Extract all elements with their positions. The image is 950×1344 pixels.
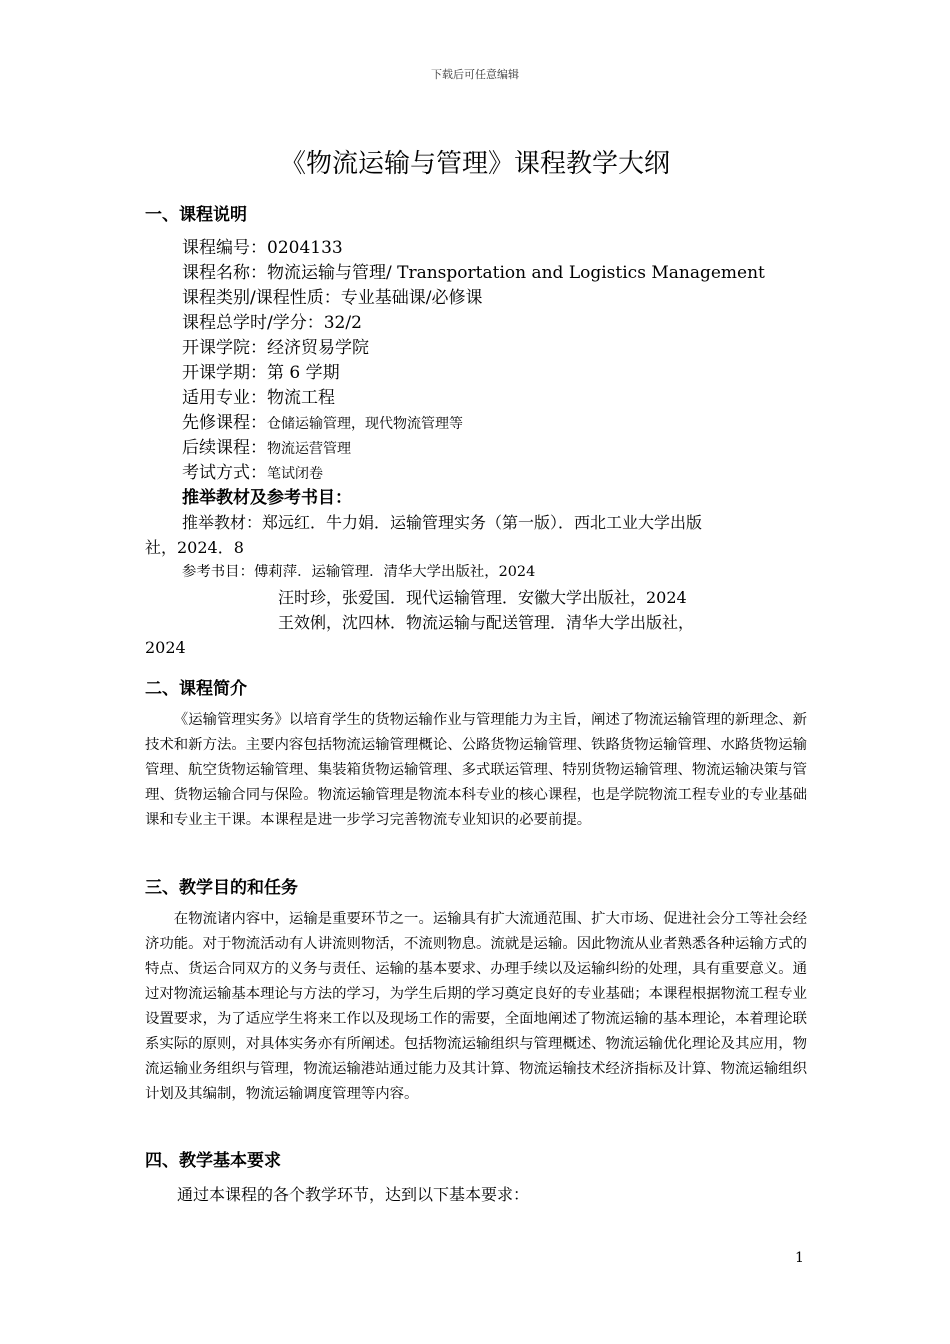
info-row-name	[182, 261, 822, 286]
purpose-paragraph: 在物流诸内容中，运输是重要环节之一。运输具有扩大流通范围、扩大市场、促进社会分工等社会经济功能。对于物流活动有人讲流则物活，不流则物息。流就是运输。因此物流从业者熟悉各种运输方式的特点、货运合同双方的义务与责任、运输的基本要求、办理手续以及运输纠纷的处理，具有重要意义。通过对物流运输基本理论与方法的学习，为学生后期的学习奠定良好的专业基础；本课程根据物流工程专业设置要求，为了适应学生将来工作以及现场工作的需要，全面地阐述了物流运输的基本理论，本着理论联系实际的原则，对具体实务亦有所阐述。包括物流运输组织与管理概述、物流运输优化理论及其应用，物流运输业务组织与管理，物流运输港站通过能力及其计算、物流运输技术经济指标及计算、物流运输组织计划及其编制，物流运输调度管理等内容。	[145, 911, 807, 1102]
info-row-code	[182, 236, 822, 261]
info-row-exam	[182, 461, 822, 486]
info-row-major	[182, 386, 822, 411]
info-row-follow	[182, 436, 822, 461]
section-heading-1: 一、课程说明	[145, 205, 247, 225]
section-heading-3: 三、教学目的和任务	[145, 878, 298, 898]
info-key: 课程总学时/学分：	[182, 313, 324, 333]
intro-paragraph: 《运输管理实务》以培育学生的货物运输作业与管理能力为主旨，阐述了物流运输管理的新理念、新技术和新方法。主要内容包括物流运输管理概论、公路货物运输管理、铁路货物运输管理、水路货物运输管理、航空货物运输管理、集装箱货物运输管理、多式联运管理、特别货物运输管理、物流运输决策与管理、货物运输合同与保险。物流运输管理是物流本科专业的核心课程，也是学院物流工程专业的专业基础课和专业主干课。本课程是进一步学习完善物流专业知识的必要前提。	[145, 712, 807, 828]
info-row-college	[182, 336, 822, 361]
info-key: 开课学期：	[182, 363, 267, 383]
textbook-entry	[145, 510, 815, 560]
info-row-term	[182, 361, 822, 386]
reference-item: 汪时珍，张爱国．现代运输管理．安徽大学出版社，2024	[278, 588, 687, 607]
info-value: 专业基础课/必修课	[340, 288, 483, 308]
info-row-type	[182, 286, 822, 311]
info-key: 课程名称：	[182, 263, 267, 283]
info-key: 考试方式：	[182, 463, 267, 483]
page-number: 1	[795, 1250, 804, 1266]
section-heading-2: 二、课程简介	[145, 679, 247, 699]
info-value: 物流运营管理	[267, 441, 351, 457]
textbook-line: 社，2024．8	[145, 538, 244, 557]
info-key: 先修课程：	[182, 413, 267, 433]
info-value: 第 6 学期	[267, 363, 340, 383]
info-value: 仓储运输管理，现代物流管理等	[267, 416, 463, 432]
info-key: 推举教材及参考书目：	[182, 488, 352, 508]
course-info-list	[182, 236, 822, 511]
page-title: 《物流运输与管理》课程教学大纲	[279, 149, 670, 179]
info-value: 经济贸易学院	[267, 338, 369, 358]
reference-item-cont: 2024	[145, 638, 186, 657]
reference-list	[145, 560, 815, 660]
info-key: 开课学院：	[182, 338, 267, 358]
info-key: 课程类别/课程性质：	[182, 288, 341, 308]
info-key: 后续课程：	[182, 438, 267, 458]
info-value: 物流工程	[267, 388, 335, 408]
info-row-prereq	[182, 411, 822, 436]
info-key: 课程编号：	[182, 238, 267, 258]
requirements-paragraph: 通过本课程的各个教学环节，达到以下基本要求：	[177, 1185, 530, 1204]
info-value: 0204133	[267, 238, 343, 258]
reference-label: 参考书目：	[182, 564, 254, 580]
info-value: 32/2	[323, 313, 362, 333]
info-row-books	[182, 486, 822, 511]
info-value: 物流运输与管理/ Transportation and Logistics Management	[267, 263, 765, 283]
info-row-hours	[182, 311, 822, 336]
info-value: 笔试闭卷	[267, 466, 323, 482]
reference-item: 王效俐，沈四林．物流运输与配送管理．清华大学出版社，	[278, 613, 695, 632]
info-key: 适用专业：	[182, 388, 267, 408]
textbook-line: 推举教材：郑远红．牛力娟．运输管理实务（第一版）．西北工业大学出版	[182, 513, 703, 532]
reference-item	[145, 560, 815, 585]
header-note: 下载后可任意编辑	[431, 68, 519, 81]
section-heading-4: 四、教学基本要求	[145, 1151, 281, 1171]
reference-text: 傅莉萍．运输管理．清华大学出版社，2024	[253, 564, 536, 580]
